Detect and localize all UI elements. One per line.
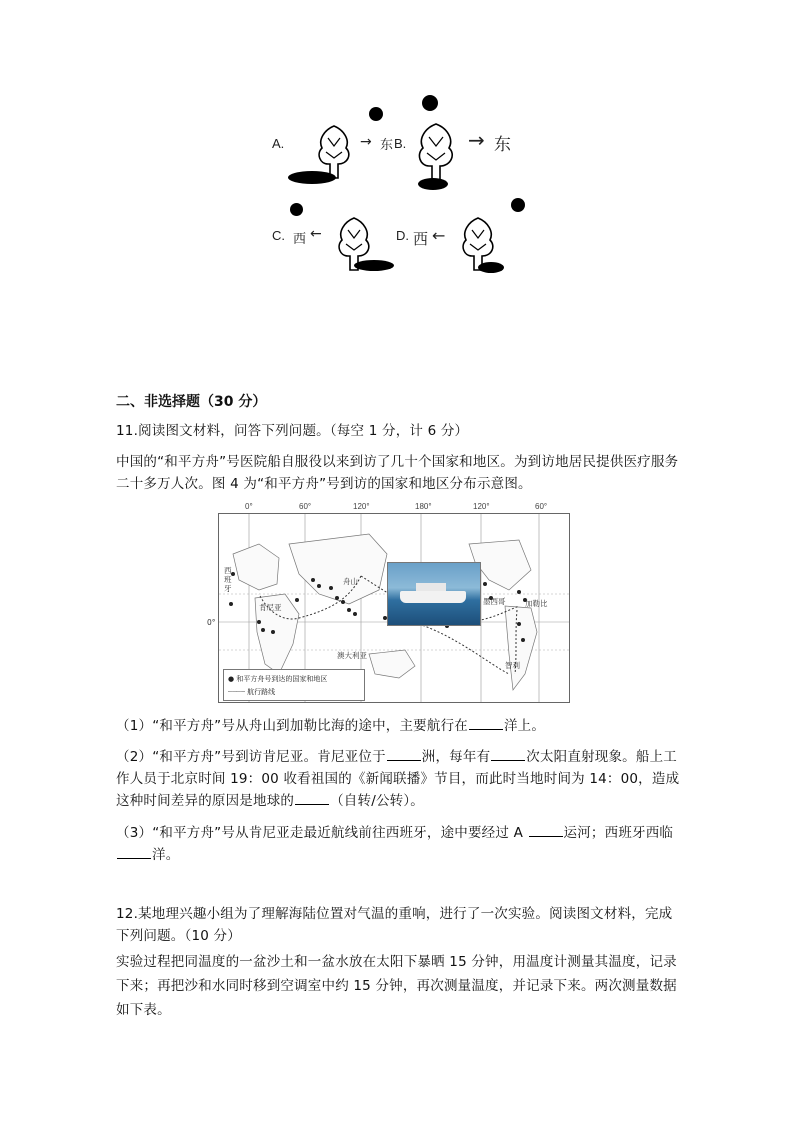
option-b-label: B.: [394, 136, 407, 151]
tree-shadow: [288, 171, 336, 184]
option-c-label: C.: [272, 228, 285, 243]
tree-shadow: [478, 262, 504, 273]
place-label-kenya: 肯尼亚: [259, 603, 282, 612]
place-label-chile: 智利: [505, 661, 520, 670]
q11-sub1: （1）“和平方舟”号从舟山到加勒比海的途中，主要航行在 洋上。: [116, 715, 682, 737]
longitude-label: 120°: [353, 502, 370, 511]
dotted-line-icon: ┈┈┈┈: [228, 688, 245, 696]
sun-icon: [511, 198, 525, 212]
q11-sub2: （2）“和平方舟”号到访肯尼亚。肯尼亚位于 洲，每年有 次太阳直射现象。船上工作人员于北京时间 19：00 收看祖国的《新闻联播》节目，而此时当地时间为 14：00，造成这种时间差异的原因是地球的 （自转/公转）。: [116, 746, 682, 812]
q12-stem: 12.某地理兴趣小组为了理解海陆位置对气温的重响，进行了一次实验。阅读图文材料，完成下列问题。（10 分）: [116, 906, 673, 944]
place-label-caribbean: 加勒比: [525, 599, 548, 608]
pin-icon: ●: [228, 675, 235, 683]
place-label-mexico: 墨西哥: [483, 597, 506, 606]
latitude-label: 0°: [207, 618, 216, 627]
option-a-label: A.: [272, 136, 285, 151]
route-map: [207, 502, 570, 703]
direction-east-label: 东: [380, 138, 394, 153]
answer-blank[interactable]: [387, 746, 421, 761]
answer-blank[interactable]: [469, 715, 503, 730]
sun-icon: [422, 95, 438, 111]
arrow-right-icon: →: [360, 134, 372, 150]
answer-blank[interactable]: [529, 822, 563, 837]
place-label-australia: 澳大利亚: [337, 651, 367, 660]
tree-shadow: [418, 178, 448, 190]
q11-stem: 11.阅读图文材料，问答下列问题。（每空 1 分，计 6 分）: [116, 423, 469, 439]
q12-material: 实验过程把同温度的一盆沙土和一盆水放在太阳下暴晒 15 分钟，用温度计测量其温度，记录下来；再把沙和水同时移到空调室中约 15 分钟，再次测量温度，并记录下来。两次测量数据如下表。: [116, 954, 677, 1018]
place-label-zhoushan: 舟山: [343, 577, 358, 586]
hospital-ship-photo: [387, 562, 481, 626]
place-label-spain: 西班牙: [224, 566, 232, 593]
q11-material: 中国的“和平方舟”号医院船自服役以来到访了几十个国家和地区。为到访地居民提供医疗服务二十多万人次。图 4 为“和平方舟”号到访的国家和地区分布示意图。: [116, 454, 679, 492]
direction-east-label: 东: [494, 135, 511, 155]
tree-icon: [414, 122, 458, 184]
sun-icon: [290, 203, 303, 216]
option-d-label: D.: [396, 228, 409, 243]
answer-blank[interactable]: [295, 790, 329, 805]
answer-blank[interactable]: [491, 746, 525, 761]
longitude-label: 60°: [535, 502, 548, 511]
tree-shadow: [354, 260, 394, 271]
longitude-label: 0°: [245, 502, 253, 511]
longitude-label: 180°: [415, 502, 432, 511]
arrow-right-icon: →: [468, 128, 485, 152]
direction-west-label: 西: [413, 230, 429, 248]
answer-blank[interactable]: [117, 844, 151, 859]
longitude-label: 60°: [299, 502, 312, 511]
direction-west-label: 西: [293, 232, 307, 247]
sun-icon: [369, 107, 383, 121]
legend-route-label: 航行路线: [247, 688, 276, 696]
arrow-left-icon: ←: [432, 226, 446, 245]
section-title: 二、非选择题（30 分）: [116, 394, 267, 410]
arrow-left-icon: ←: [310, 226, 322, 242]
longitude-label: 120°: [473, 502, 490, 511]
map-legend: [223, 669, 365, 701]
q11-sub3: （3）“和平方舟”号从肯尼亚走最近航线前往西班牙，途中要经过 A 运河；西班牙西临洋。: [116, 822, 682, 866]
legend-visit-label: 和平方舟号到达的国家和地区: [236, 675, 328, 683]
